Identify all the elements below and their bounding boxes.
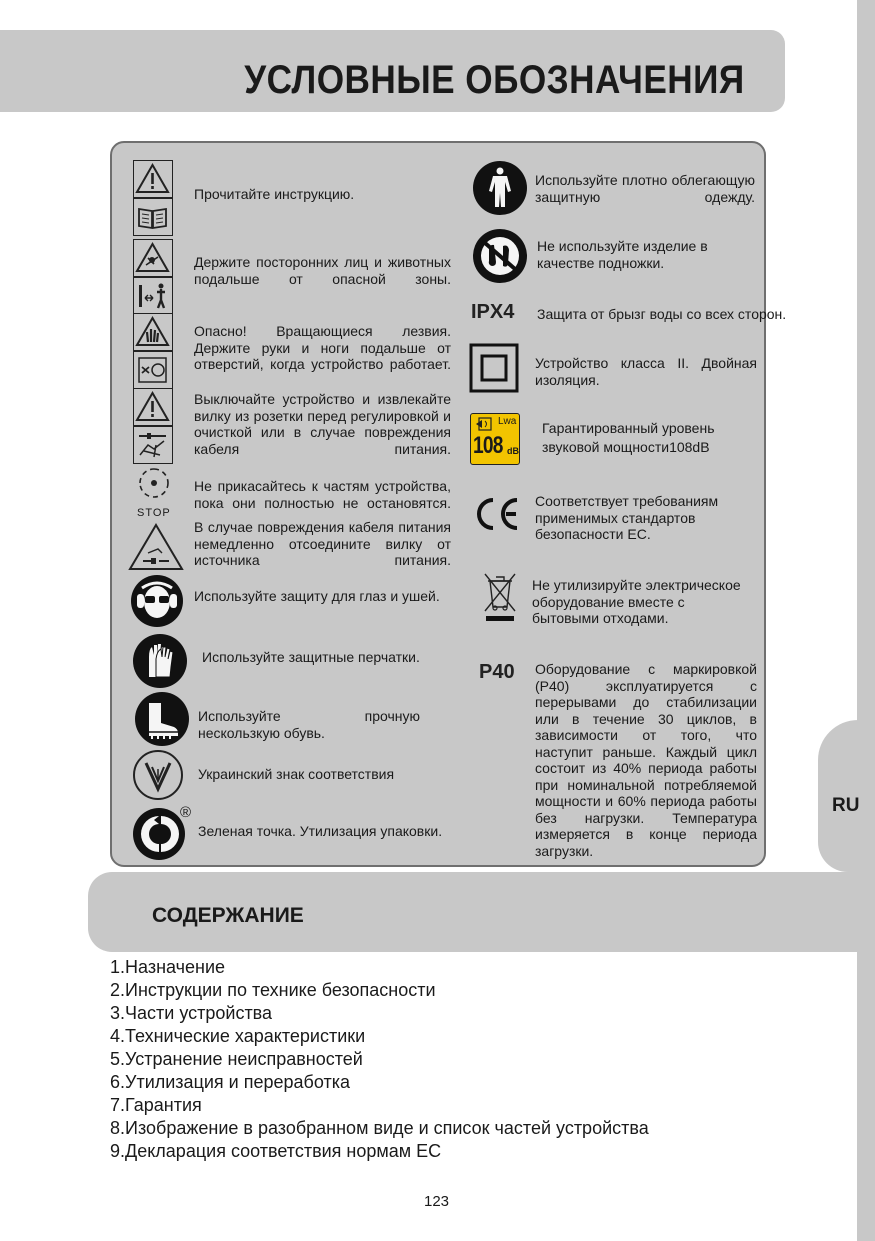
page-title: УСЛОВНЫЕ ОБОЗНАЧЕНИЯ xyxy=(244,58,745,102)
language-tab-label: RU xyxy=(832,795,860,816)
symbol-text-p40: Оборудование с маркировкой (P40) эксплуатируется с перерывами до стабилизации или в течение 30 циклов, в зависимости от того, что наступит раньше. Каждый цикл состоит из 40% периода работы при номинальной потребляемой мощности и 60% периода работы без нагрузки. Температура измеряется в конце периода загрузки. xyxy=(535,661,757,859)
symbol-text-no-step: Не используйте изделие в качестве подножки. xyxy=(537,238,708,271)
right-edge-strip xyxy=(857,0,875,1241)
registered-mark: ® xyxy=(180,804,192,821)
ce-mark-icon xyxy=(472,496,522,532)
symbol-text-damaged-cable: В случае повреждения кабеля питания немедленно отсоедините вилку от источника питания. xyxy=(194,519,451,568)
toc-item[interactable]: 6.Утилизация и переработка xyxy=(110,1072,350,1092)
symbol-text-gloves: Используйте защитные перчатки. xyxy=(202,649,420,665)
sound-power-top-label: Lwa xyxy=(498,416,517,427)
contents-title: СОДЕРЖАНИЕ xyxy=(152,904,304,927)
symbol-text-green-dot: Зеленая точка. Утилизация упаковки. xyxy=(198,823,443,839)
symbol-text-rotating-blades: Опасно! Вращающиеся лезвия. Держите руки и ноги подальше от отверстий, когда устройство работает. xyxy=(194,323,451,372)
warning-triangle-icon xyxy=(133,160,173,198)
toc-item[interactable]: 2.Инструкции по технике безопасности xyxy=(110,980,436,1000)
class-ii-icon xyxy=(469,343,519,393)
symbol-text-unplug: Выключайте устройство и извлекайте вилку из розетки перед регулировкой и очисткой или в случае повреждения кабеля питания. xyxy=(194,391,451,457)
sound-power-value: 108 xyxy=(473,432,503,459)
warning-debris-icon xyxy=(133,239,173,277)
toc-item[interactable]: 9.Декларация соответствия нормам ЕС xyxy=(110,1141,442,1161)
symbol-text-ce: Соответствует требованиям применимых стандартов безопасности ЕС. xyxy=(535,493,719,542)
toc-item[interactable]: 3.Части устройства xyxy=(110,1003,273,1023)
symbol-text-keep-distance: Держите посторонних лиц и животных подальше от опасной зоны. xyxy=(194,254,451,287)
symbol-text-ipx4: Защита от брызг воды со всех сторон. xyxy=(537,306,787,322)
green-dot-icon xyxy=(132,807,186,861)
sound-power-unit: dB xyxy=(507,446,519,456)
ukraine-conformity-icon xyxy=(132,749,184,801)
rotating-blades-icon xyxy=(133,351,173,389)
warning-hand-icon xyxy=(133,313,173,351)
symbols-panel xyxy=(110,141,787,867)
symbol-text-stop: Не прикасайтесь к частям устройства, пока они полностью не остановятся. xyxy=(194,478,451,511)
symbol-text-class-ii: Устройство класса II. Двойная изоляция. xyxy=(535,355,757,388)
symbol-text-sound-power-2: звуковой мощности108dB xyxy=(542,439,710,455)
toc-item[interactable]: 1.Назначение xyxy=(110,957,226,977)
boots-icon xyxy=(134,691,190,747)
ipx4-label: IPX4 xyxy=(471,301,515,323)
unplug-icon xyxy=(133,426,173,464)
symbol-text-weee: Не утилизируйте электрическое оборудование вместе с бытовыми отходами. xyxy=(532,577,741,626)
symbol-text-protective-clothing: Используйте плотно облегающую защитную одежду. xyxy=(535,172,755,205)
toc-item[interactable]: 7.Гарантия xyxy=(110,1095,202,1115)
contents-band xyxy=(88,872,875,952)
eye-ear-protection-icon xyxy=(130,574,184,628)
warning-triangle-icon xyxy=(133,388,173,426)
toc-item[interactable]: 5.Устранение неисправностей xyxy=(110,1049,363,1069)
keep-distance-icon xyxy=(133,277,173,315)
symbol-text-ukraine-conformity: Украинский знак соответствия xyxy=(198,766,395,782)
symbol-text-eye-ear: Используйте защиту для глаз и ушей. xyxy=(194,588,440,604)
weee-bin-icon xyxy=(482,571,518,625)
symbol-text-sound-power-1: Гарантированный уровень xyxy=(542,420,715,436)
table-of-contents xyxy=(110,956,649,1163)
no-step-icon xyxy=(472,228,528,284)
toc-item[interactable]: 8.Изображение в разобранном виде и список частей устройства xyxy=(110,1118,649,1138)
page-number: 123 xyxy=(424,1193,450,1210)
toc-item[interactable]: 4.Технические характеристики xyxy=(110,1026,366,1046)
stop-icon-label: STOP xyxy=(137,507,171,519)
gloves-icon xyxy=(132,633,188,689)
sound-power-icon xyxy=(470,413,520,465)
symbol-text-boots: Используйте прочную нескользкую обувь. xyxy=(198,708,420,741)
damaged-cable-icon xyxy=(128,523,184,571)
symbol-text-read-manual: Прочитайте инструкцию. xyxy=(194,186,355,202)
protective-clothing-icon xyxy=(472,160,528,216)
read-manual-icon xyxy=(133,198,173,236)
header-band xyxy=(0,30,785,112)
p40-label: P40 xyxy=(479,661,515,683)
